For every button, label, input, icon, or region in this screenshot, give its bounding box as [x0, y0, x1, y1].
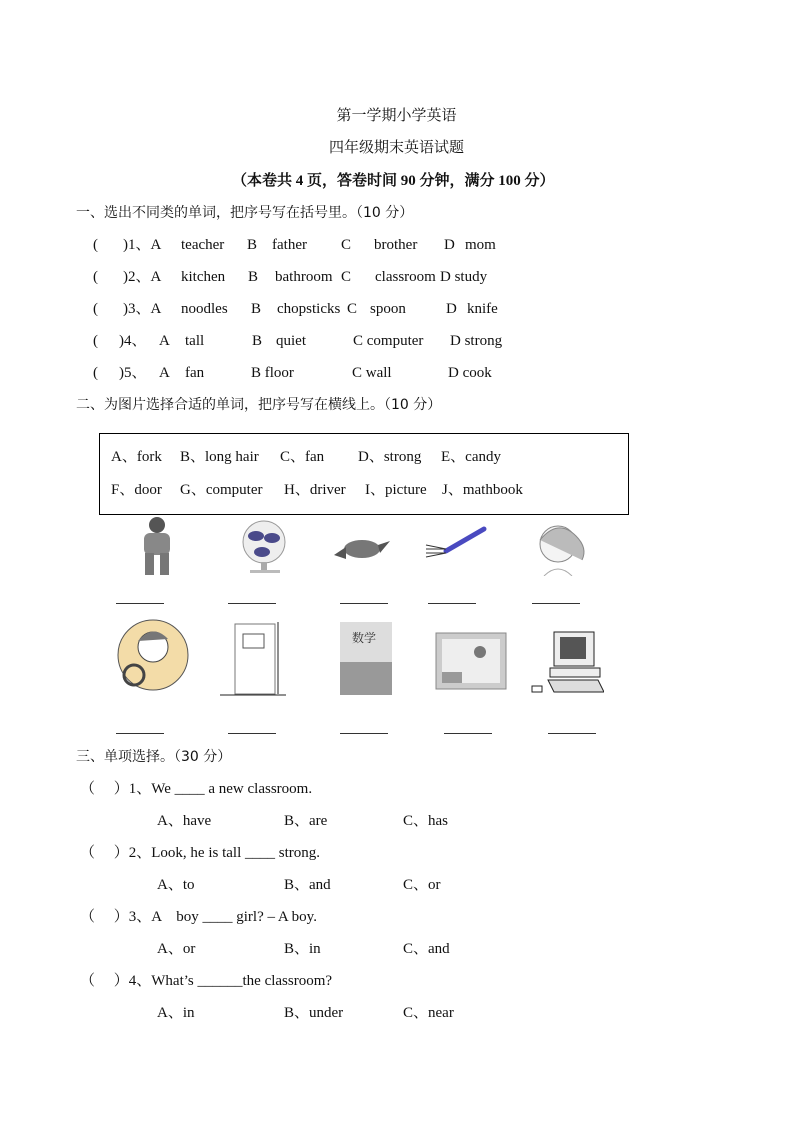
- row-text: mom: [465, 237, 496, 253]
- question-option: A、in: [157, 1005, 195, 1021]
- row-text: bathroom: [275, 269, 333, 285]
- word-option: C、fan: [280, 449, 325, 465]
- row-text: D: [446, 301, 457, 317]
- row-text: noodles: [181, 301, 228, 317]
- row-text: A: [159, 365, 170, 381]
- fan-picture: [236, 520, 292, 575]
- section2-heading: 二、为图片选择合适的单词，把序号写在横线上。（10 分）: [76, 397, 442, 413]
- answer-blank[interactable]: [228, 733, 276, 734]
- row-text: )3、A: [123, 301, 162, 317]
- row-text: fan: [185, 365, 205, 381]
- driver-picture: [116, 617, 190, 693]
- row-text: )4、: [119, 333, 147, 349]
- exam-title: 第一学期小学英语: [336, 108, 457, 124]
- question-option: C、has: [403, 813, 449, 829]
- row-text: )2、A: [123, 269, 162, 285]
- word-option: E、candy: [441, 449, 501, 465]
- fork-picture: [422, 525, 488, 565]
- row-text: chopsticks: [277, 301, 341, 317]
- question-option: B、under: [284, 1005, 344, 1021]
- word-option: A、fork: [111, 449, 162, 465]
- question-option: C、near: [403, 1005, 454, 1021]
- strong-man-picture: [132, 513, 182, 578]
- row-text: knife: [467, 301, 498, 317]
- word-option: J、mathbook: [442, 482, 523, 498]
- answer-blank[interactable]: [548, 733, 596, 734]
- section1-heading: 一、选出不同类的单词，把序号写在括号里。（10 分）: [76, 205, 414, 221]
- row-text: A: [159, 333, 170, 349]
- candy-picture: [332, 533, 392, 565]
- answer-bracket[interactable]: (: [93, 301, 98, 317]
- computer-picture: [528, 630, 604, 696]
- answer-bracket[interactable]: (: [93, 333, 98, 349]
- row-text: D strong: [450, 333, 503, 349]
- word-option: D、strong: [358, 449, 422, 465]
- exam-subtitle: 四年级期末英语试题: [328, 140, 464, 156]
- question-option: B、in: [284, 941, 321, 957]
- exam-info: （本卷共 4 页，答卷时间 90 分钟，满分 100 分）: [232, 173, 555, 189]
- question-stem: （ ）2、Look, he is tall ____ strong.: [80, 845, 320, 861]
- row-text: father: [272, 237, 307, 253]
- row-text: B: [252, 333, 263, 349]
- row-text: )5、: [119, 365, 147, 381]
- question-option: A、or: [157, 941, 196, 957]
- question-option: B、are: [284, 813, 328, 829]
- answer-blank[interactable]: [532, 603, 580, 604]
- question-option: A、have: [157, 813, 212, 829]
- word-bank-box: [99, 433, 629, 515]
- answer-blank[interactable]: [116, 733, 164, 734]
- row-text: )1、A: [123, 237, 162, 253]
- question-stem: （ ）3、A boy ____ girl? – A boy.: [80, 909, 317, 925]
- word-option: H、driver: [284, 482, 346, 498]
- mathbook-picture: [340, 622, 392, 695]
- question-option: A、to: [157, 877, 195, 893]
- answer-bracket[interactable]: (: [93, 269, 98, 285]
- row-text: tall: [185, 333, 205, 349]
- row-text: B: [247, 237, 258, 253]
- answer-bracket[interactable]: (: [93, 365, 98, 381]
- svg-text:数学: 数学: [352, 631, 377, 645]
- word-option: B、long hair: [180, 449, 259, 465]
- row-text: B: [248, 269, 259, 285]
- word-option: F、door: [111, 482, 162, 498]
- picture-frame-picture: [435, 632, 507, 690]
- question-option: C、and: [403, 941, 450, 957]
- answer-blank[interactable]: [116, 603, 164, 604]
- girl-long-hair-picture: [530, 518, 592, 576]
- answer-bracket[interactable]: (: [93, 237, 98, 253]
- question-stem: （ ）1、We ____ a new classroom.: [80, 781, 313, 797]
- door-picture: [220, 622, 286, 698]
- row-text: B: [251, 301, 262, 317]
- word-option: G、computer: [180, 482, 263, 498]
- row-text: D: [444, 237, 455, 253]
- row-text: C computer: [353, 333, 424, 349]
- row-text: quiet: [276, 333, 306, 349]
- row-text: D study: [440, 269, 488, 285]
- row-text: C wall: [352, 365, 392, 381]
- answer-blank[interactable]: [340, 603, 388, 604]
- question-option: C、or: [403, 877, 441, 893]
- answer-blank[interactable]: [340, 733, 388, 734]
- row-text: C: [347, 301, 358, 317]
- answer-blank[interactable]: [228, 603, 276, 604]
- question-stem: （ ）4、What’s ______the classroom?: [80, 973, 333, 989]
- row-text: C: [341, 269, 352, 285]
- row-text: D cook: [448, 365, 492, 381]
- row-text: B floor: [251, 365, 294, 381]
- row-text: spoon: [370, 301, 406, 317]
- row-text: C: [341, 237, 352, 253]
- answer-blank[interactable]: [428, 603, 476, 604]
- row-text: kitchen: [181, 269, 226, 285]
- answer-blank[interactable]: [444, 733, 492, 734]
- row-text: teacher: [181, 237, 225, 253]
- section3-heading: 三、单项选择。（30 分）: [76, 749, 232, 765]
- question-option: B、and: [284, 877, 331, 893]
- row-text: brother: [374, 237, 418, 253]
- row-text: classroom: [375, 269, 436, 285]
- word-option: I、picture: [365, 482, 427, 498]
